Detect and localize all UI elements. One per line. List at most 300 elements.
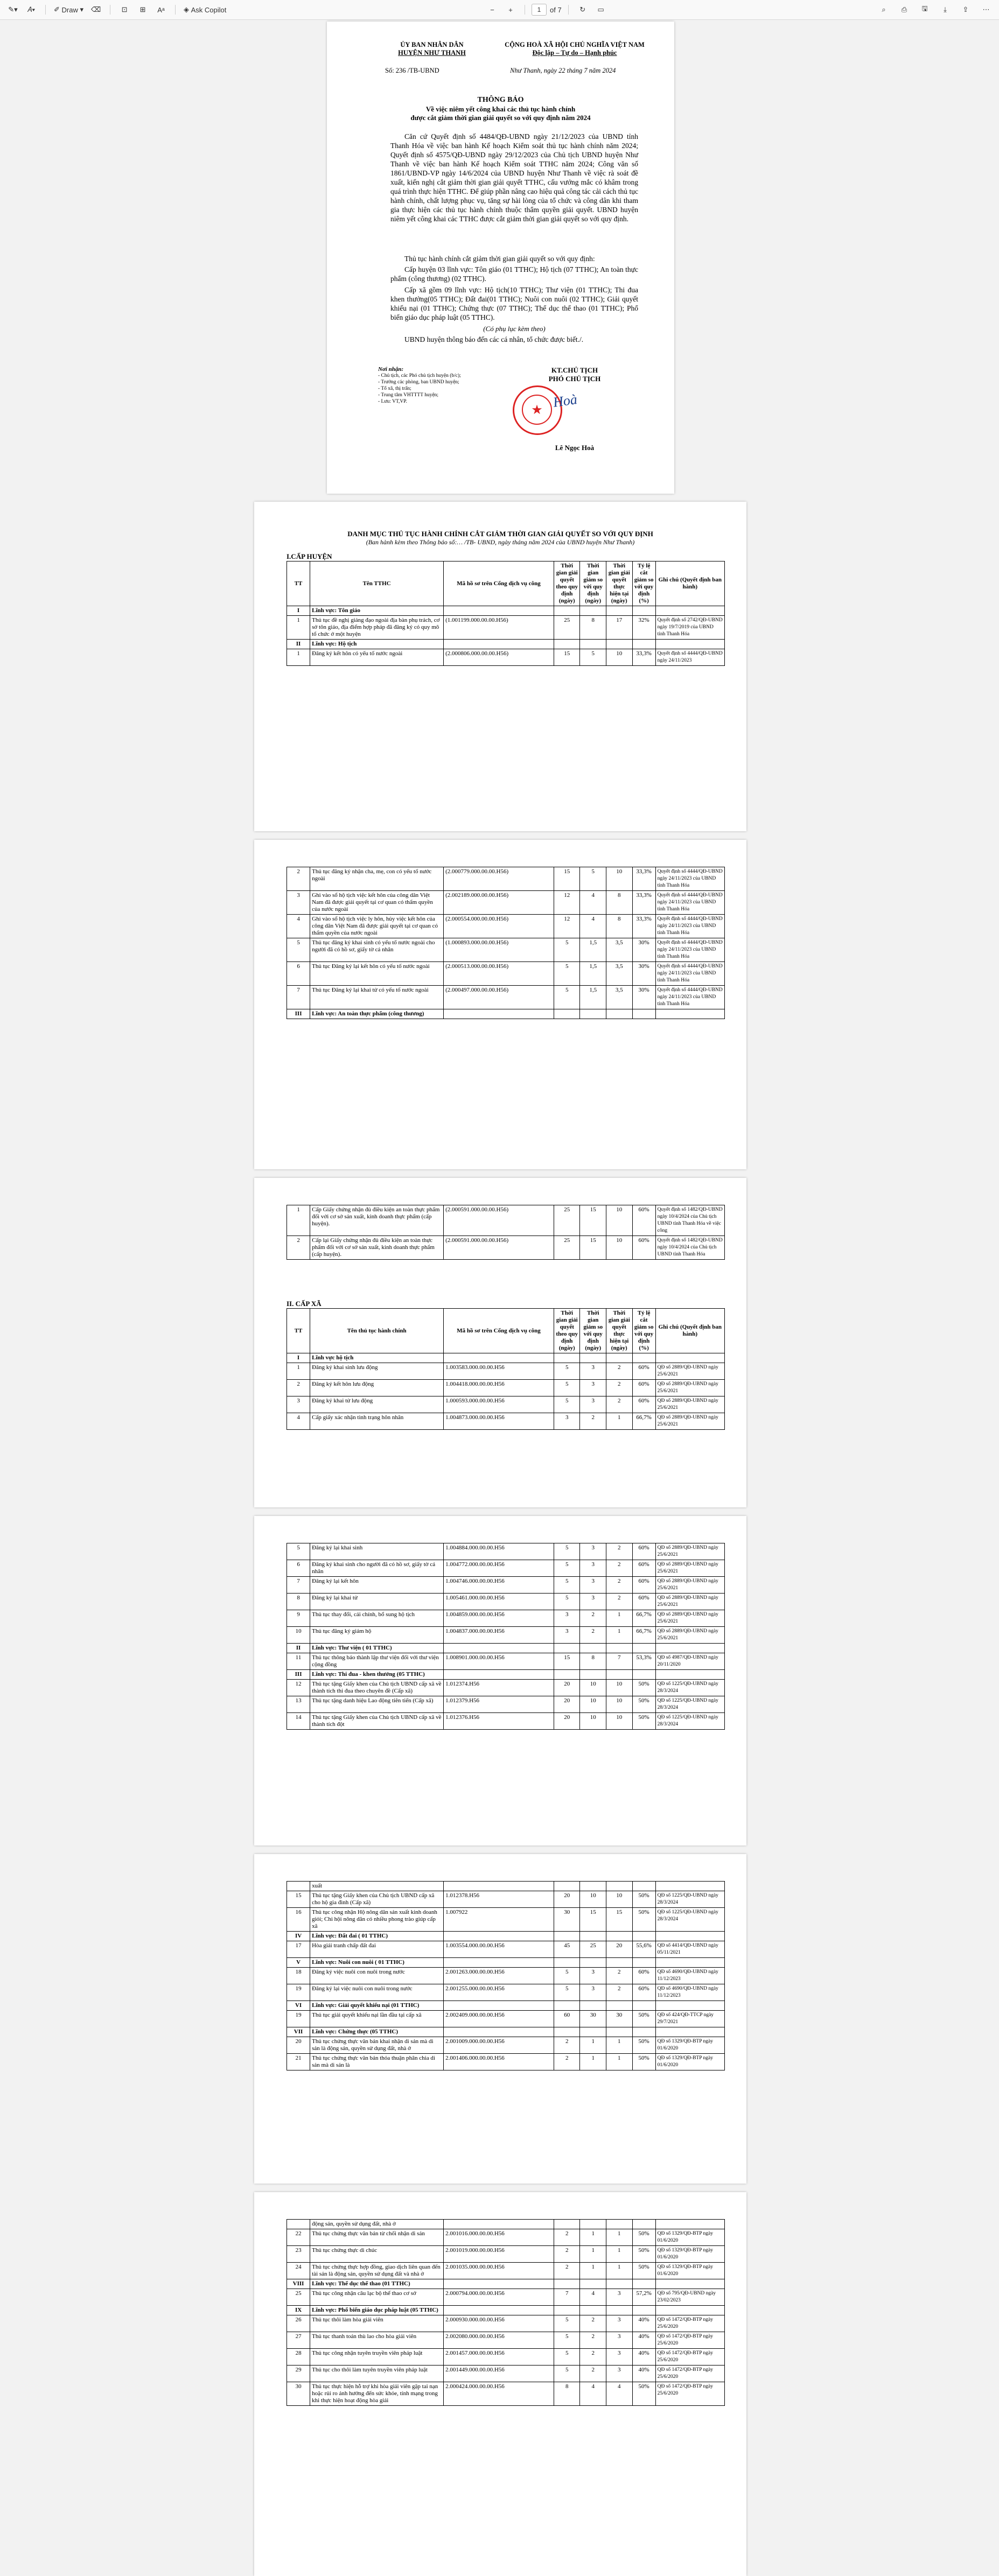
cell-tt: 29 [287,2366,310,2382]
cell-tt: 26 [287,2315,310,2332]
cell-name: Thủ tục đăng ký nhận cha, mẹ, con có yếu tố nước ngoài [310,867,444,891]
signature-scribble: Hoà [552,391,578,410]
table-row [287,986,725,1009]
table-row [287,2382,725,2406]
cell-time-actual: 1 [606,2054,633,2070]
cell-note [655,1958,724,1968]
recipient-item: - Tổ xã, thị trấn; [378,386,411,391]
ask-copilot-button[interactable] [182,3,228,16]
cell-name: Thủ tục công nhận tuyên truyền viên pháp luật [310,2349,444,2366]
cell-note: QĐ số 1225/QĐ-UBND ngày 28/3/2024 [655,1713,724,1730]
annex-title: DANH MỤC THỦ TỤC HÀNH CHÍNH CẮT GIẢM THỜI GIAN GIẢI QUYẾT SO VỚI QUY ĐỊNH [347,530,653,538]
cell-code: (2.000554.000.00.00.H56) [444,915,554,938]
notice-para-4: Cấp xã gồm 09 lĩnh vực: Hộ tịch(10 TTHC); Thư viện (01 TTHC); Thi đua khen thưởng(05 TTHC); Đất đai(01 TTHC); Nuôi con nuôi (02 TTHC); Giải quyết khiếu nại (01 TTHC); Chứng thực (07 TTHC); Thể dục thể thao (01 TTHC); Phổ biến giáo dục pháp luật (05 TTHC). [390,286,638,321]
draw-button[interactable]: ✐ Draw ▾ [54,5,84,14]
cell-name: Thủ tục chứng thực hợp đồng, giao dịch liên quan đến tài sản là động sản, quyền sử dụng đất và nhà ở [310,2263,444,2279]
cell-code: 1.004772.000.00.00.H56 [444,1560,554,1577]
cell-time-cut [580,1644,606,1653]
cell-code: 1.012378.H56 [444,1891,554,1908]
cell-time-rule [554,1009,580,1019]
cell-time-rule: 60 [554,2011,580,2027]
cell-time-actual: 1 [606,1627,633,1644]
section-row [287,2001,725,2011]
cell-cut-rate: 50% [632,1713,655,1730]
cell-tt: 18 [287,1968,310,1984]
cell-cut-rate: 33,3% [632,915,655,938]
cell-cut-rate [632,1353,655,1363]
cell-time-cut: 1 [580,2263,606,2279]
cell-name: Thủ tục tặng Giấy khen của Chủ tịch UBND cấp xã về thành tích đột [310,1713,444,1730]
cell-code: 1.004418.000.00.00.H56 [444,1380,554,1396]
table-row [287,1236,725,1260]
table-row [287,1882,725,1891]
notice-para-3: Cấp huyện 03 lĩnh vực: Tôn giáo (01 TTHC); Hộ tịch (07 TTHC); An toàn thực phẩm (công thương) (02 TTHC). [390,265,638,283]
cell-note: QĐ số 1329/QĐ-BTP ngày 01/6/2020 [655,2246,724,2263]
save-icon[interactable]: 🖫 [921,4,928,12]
table-row [287,1713,725,1730]
cell-time-cut: 3 [580,1577,606,1594]
cell-time-actual: 3,5 [606,938,633,962]
cell-time-actual: 2 [606,1380,633,1396]
cell-time-actual: 2 [606,1577,633,1594]
cell-tt: 4 [287,915,310,938]
cell-note: QĐ số 1225/QĐ-UBND ngày 28/3/2024 [655,1696,724,1713]
cell-time-rule [554,1644,580,1653]
save-as-icon[interactable]: ⤓ [944,5,947,13]
table-row [287,867,725,891]
cell-time-cut: 8 [580,616,606,640]
cell-code [444,2001,554,2011]
cell-time-rule [554,2279,580,2289]
cell-time-rule: 5 [554,1968,580,1984]
cell-code: (2.000779.000.00.00.H56) [444,867,554,891]
cell-time-actual: 3 [606,2366,633,2382]
cell-time-actual: 1 [606,2246,633,2263]
cell-cut-rate: 50% [632,1680,655,1696]
cell-tt: 21 [287,2054,310,2070]
cell-tt: 13 [287,1696,310,1713]
table-row [287,2229,725,2246]
cell-note [655,1932,724,1941]
fill-form-icon[interactable]: ⊞ [139,5,146,13]
table-row [287,2011,725,2027]
cell-code: 2.001035.000.00.00.H56 [444,2263,554,2279]
cell-tt: 24 [287,2263,310,2279]
cell-note: Quyết định số 1482/QĐ-UBND ngày 10/4/2024 của Chủ tịch UBND tỉnh Thanh Hóa về việc công [655,1205,724,1236]
table-row [287,2054,725,2070]
sign-line-1: KT.CHỦ TỊCH [551,366,598,374]
cell-time-rule: 30 [554,1908,580,1932]
cell-time-cut: 2 [580,1413,606,1430]
eraser-icon[interactable]: ⌫ [90,5,101,13]
cell-name: Thủ tục thôi làm hòa giải viên [310,2315,444,2332]
section-row [287,1932,725,1941]
cell-name: Đăng ký việc nuôi con nuôi trong nước [310,1968,444,1984]
cell-time-actual: 2 [606,1984,633,2001]
cell-time-rule: 5 [554,938,580,962]
cell-name: Đăng ký kết hôn có yếu tố nước ngoài [310,649,444,666]
cell-code: 2.001457.000.00.00.H56 [444,2349,554,2366]
cell-time-cut: 3 [580,1396,606,1413]
notice-subtitle: Về việc niêm yết công khai các thủ tục hành chính được cắt giảm thời gian giải quyết so với quy định năm 2024 [410,105,591,122]
cell-time-actual: 10 [606,1713,633,1730]
cell-cut-rate: 60% [632,1236,655,1260]
cell-time-rule: 5 [554,1594,580,1610]
cell-tt: 1 [287,1363,310,1380]
cell-time-rule: 5 [554,1363,580,1380]
cell-code: (2.000591.000.00.00.H56) [444,1236,554,1260]
section-commune-title: II. CẤP XÃ [287,1300,322,1308]
notice-para-2: Thủ tục hành chính cắt giảm thời gian giải quyết so với quy định: [404,255,595,263]
document-date: Như Thanh, ngày 22 tháng 7 năm 2024 [510,67,616,74]
cell-time-cut: 4 [580,2382,606,2406]
section-row [287,1958,725,1968]
cell-time-actual [606,640,633,649]
cell-code: 2.001016.000.00.00.H56 [444,2229,554,2246]
cell-cut-rate: 50% [632,1891,655,1908]
section-row [287,1353,725,1363]
cell-name: Lĩnh vực hộ tịch [310,1353,444,1363]
cell-cut-rate: 30% [632,938,655,962]
cell-time-cut [580,2306,606,2315]
cell-cut-rate: 50% [632,1696,655,1713]
table-row [287,1413,725,1430]
cell-cut-rate: 60% [632,1984,655,2001]
cell-cut-rate [632,2279,655,2289]
cell-time-cut: 1 [580,2054,606,2070]
cell-code: 2.001263.000.00.00.H56 [444,1968,554,1984]
cell-note: Quyết định số 4444/QĐ-UBND ngày 24/11/2023 của UBND tỉnh Thanh Hóa [655,938,724,962]
cell-code: 1.012379.H56 [444,1696,554,1713]
cell-time-actual [606,1009,633,1019]
cell-cut-rate: 30% [632,986,655,1009]
cell-time-actual: 10 [606,1205,633,1236]
pdf-page-3 [254,840,746,1169]
cell-name: Thủ tục đề nghị giảng đạo ngoài địa bàn phụ trách, cơ sở tôn giáo, địa điểm hợp pháp đã đăng ký có quy mô tổ chức ở một huyện [310,616,444,640]
section-row [287,1644,725,1653]
cell-code: (2.000591.000.00.00.H56) [444,1205,554,1236]
cell-time-actual: 2 [606,1560,633,1577]
col-header: Thời gian giảm so với quy định (ngày) [580,1309,606,1353]
cell-time-actual: 10 [606,1696,633,1713]
cell-time-cut: 1,5 [580,986,606,1009]
table-row [287,2037,725,2054]
cell-note: QĐ số 2889/QĐ-UBND ngày 25/6/2021 [655,1627,724,1644]
table-row [287,962,725,986]
cell-cut-rate: 33,3% [632,891,655,915]
cell-note: QĐ số 795/QĐ-UBND ngày 23/02/2023 [655,2289,724,2306]
read-aloud-icon[interactable]: Aᵃ [157,5,165,14]
cell-name: Cấp Giấy chứng nhận đủ điều kiện an toàn thực phẩm đối với cơ sở sản xuất, kinh doanh thực phẩm (cấp huyện). [310,1205,444,1236]
pdf-toolbar [0,0,999,20]
cell-time-cut: 2 [580,1627,606,1644]
cell-time-actual: 10 [606,867,633,891]
cell-cut-rate: 40% [632,2332,655,2349]
search-icon[interactable]: ⌕ [882,5,886,13]
page-view-icon[interactable]: ▭ [597,5,604,13]
cell-note: Quyết định số 4444/QĐ-UBND ngày 24/11/2023 của UBND tỉnh Thanh Hóa [655,915,724,938]
print-icon[interactable]: ⎙ [901,5,907,13]
cell-time-rule: 5 [554,986,580,1009]
cell-name: Thủ tục thực hiện hỗ trợ khi hòa giải viên gặp tai nạn hoặc rủi ro ảnh hưởng đến sức khỏe, tính mạng trong khi thực hiện hoạt động hòa giải [310,2382,444,2406]
cell-cut-rate: 50% [632,2011,655,2027]
cell-note: QĐ số 2889/QĐ-UBND ngày 25/6/2021 [655,1543,724,1560]
cell-time-rule [554,640,580,649]
cell-note: QĐ số 1225/QĐ-UBND ngày 28/3/2024 [655,1908,724,1932]
table-row [287,2263,725,2279]
cell-time-cut: 3 [580,1594,606,1610]
section-row [287,2306,725,2315]
table-row [287,616,725,640]
col-header: Tên TTHC [310,561,444,606]
cell-time-actual: 17 [606,616,633,640]
table-row [287,1560,725,1577]
cell-time-rule: 12 [554,915,580,938]
cell-cut-rate: 60% [632,1363,655,1380]
cell-code: 1.004884.000.00.00.H56 [444,1543,554,1560]
share-icon[interactable]: ⇪ [962,5,969,13]
cell-code: 1.004859.000.00.00.H56 [444,1610,554,1627]
cell-tt: VII [287,2027,310,2037]
cell-tt: 23 [287,2246,310,2263]
cell-cut-rate: 40% [632,2349,655,2366]
table-row [287,891,725,915]
cell-time-cut: 3 [580,1984,606,2001]
cell-cut-rate [632,640,655,649]
cell-name: Đăng ký khai tử lưu động [310,1396,444,1413]
cell-time-rule: 5 [554,2349,580,2366]
col-header: Mã hồ sơ trên Cổng dịch vụ công [444,1309,554,1353]
pdf-page-2 [254,502,746,831]
cell-time-rule: 5 [554,2315,580,2332]
col-header: Ghi chú (Quyết định ban hành) [655,1309,724,1353]
cell-time-cut [580,1670,606,1680]
cell-time-actual: 1 [606,2263,633,2279]
cell-time-cut: 1,5 [580,938,606,962]
cell-name: Thủ tục Đăng ký lại kết hôn có yếu tố nước ngoài [310,962,444,986]
cell-code: 2.001019.000.00.00.H56 [444,2246,554,2263]
cell-tt: 3 [287,891,310,915]
cell-time-cut [580,1932,606,1941]
cell-time-actual: 1 [606,1610,633,1627]
more-options-icon[interactable]: ⋯ [982,5,990,13]
recipient-item: - Chủ tịch, các Phó chủ tịch huyện (b/c); [378,373,461,378]
cell-time-cut [580,1958,606,1968]
cell-cut-rate [632,2306,655,2315]
cell-time-rule: 20 [554,1680,580,1696]
table-row [287,938,725,962]
draw-icon: ✐ [54,5,60,13]
table-row [287,1968,725,1984]
cell-time-cut: 2 [580,2315,606,2332]
commune-procedures-table-cont [287,2219,725,2406]
cell-time-rule: 20 [554,1891,580,1908]
cell-note [655,606,724,616]
cell-note: Quyết định số 4444/QĐ-UBND ngày 24/11/2023 [655,649,724,666]
district-procedures-table [287,561,725,666]
cell-name: Lĩnh vực: Thi đua - khen thưởng (05 TTHC) [310,1670,444,1680]
cell-time-cut: 10 [580,1696,606,1713]
cell-cut-rate: 60% [632,1543,655,1560]
zoom-out-icon[interactable]: − [490,5,494,14]
cell-time-actual: 1 [606,1413,633,1430]
cell-note [655,1009,724,1019]
cell-time-rule: 2 [554,2246,580,2263]
cell-time-rule: 5 [554,1396,580,1413]
cell-code: 2.000424.000.00.00.H56 [444,2382,554,2406]
table-row [287,1627,725,1644]
cell-cut-rate: 60% [632,1968,655,1984]
cell-time-actual [606,2027,633,2037]
cell-tt: I [287,606,310,616]
cell-note [655,640,724,649]
cell-note: QĐ số 4987/QĐ-UBND ngày 20/11/2020 [655,1653,724,1670]
cell-time-rule: 25 [554,616,580,640]
cell-cut-rate [632,1932,655,1941]
cell-note: QĐ số 1329/QĐ-BTP ngày 01/6/2020 [655,2229,724,2246]
cell-cut-rate: 60% [632,1594,655,1610]
table-row [287,1363,725,1380]
cell-tt: 11 [287,1653,310,1670]
col-header: Ghi chú (Quyết định ban hành) [655,561,724,606]
cell-note: Quyết định số 1482/QĐ-UBND ngày 10/4/2024 của Chủ tịch UBND tỉnh Thanh Hóa [655,1236,724,1260]
cell-tt: 4 [287,1413,310,1430]
cell-code: (1.000893.000.00.00.H56) [444,938,554,962]
text-box-icon[interactable]: ⊡ [121,5,128,13]
cell-note: QĐ số 1225/QĐ-UBND ngày 28/3/2024 [655,1680,724,1696]
cell-time-rule: 2 [554,2229,580,2246]
cell-time-actual: 2 [606,1968,633,1984]
cell-time-cut: 1 [580,2037,606,2054]
cell-name: Lĩnh vực: Thể dục thể thao (01 TTHC) [310,2279,444,2289]
zoom-in-icon[interactable]: + [508,5,513,14]
col-header: Thời gian giảm so với quy định (ngày) [580,561,606,606]
cell-time-actual [606,1958,633,1968]
cell-time-rule [554,1932,580,1941]
cell-time-actual: 3 [606,2289,633,2306]
cell-code [444,2279,554,2289]
copilot-icon: ◈ [184,5,190,13]
recipients-title: Nơi nhận: [378,366,404,373]
cell-cut-rate: 50% [632,2382,655,2406]
cell-note: QĐ số 1472/QĐ-BTP ngày 25/6/2020 [655,2332,724,2349]
cell-code [444,2306,554,2315]
section-row [287,2279,725,2289]
cell-note: Quyết định số 4444/QĐ-UBND ngày 24/11/2023 của UBND tỉnh Thanh Hóa [655,986,724,1009]
table-row [287,1543,725,1560]
cell-time-actual: 20 [606,1941,633,1958]
cell-tt: 5 [287,938,310,962]
carry-over-text: xuất [310,1882,444,1891]
cell-time-rule: 20 [554,1696,580,1713]
rotate-icon[interactable]: ↻ [579,5,586,13]
cell-cut-rate: 55,6% [632,1941,655,1958]
page-number-input[interactable]: 1 [532,4,547,16]
cell-name: Đăng ký lại kết hôn [310,1577,444,1594]
cell-time-cut: 5 [580,649,606,666]
cell-cut-rate: 30% [632,962,655,986]
cell-time-rule [554,606,580,616]
cell-tt: 15 [287,1891,310,1908]
pdf-page-1 [327,22,674,494]
cell-time-actual: 3 [606,2349,633,2366]
cell-time-rule: 2 [554,2263,580,2279]
table-row [287,915,725,938]
cell-tt: III [287,1009,310,1019]
table-row [287,2332,725,2349]
cell-tt: 8 [287,1594,310,1610]
notice-title: THÔNG BÁO [477,96,524,104]
cell-time-cut: 30 [580,2011,606,2027]
cell-time-actual [606,606,633,616]
cell-code: 2.002409.000.00.00.H56 [444,2011,554,2027]
cell-time-cut: 3 [580,1968,606,1984]
cell-name: Đăng ký khai sinh lưu động [310,1363,444,1380]
cell-code: 1.007922 [444,1908,554,1932]
table-row [287,2366,725,2382]
cell-tt: 2 [287,1236,310,1260]
cell-cut-rate [632,1644,655,1653]
table-row [287,1380,725,1396]
cell-time-actual [606,1932,633,1941]
cell-cut-rate: 66,7% [632,1610,655,1627]
cell-name: Thủ tục chứng thực văn bản thỏa thuận phân chia di sản mà di sản là [310,2054,444,2070]
cell-code: (2.002189.000.00.00.H56) [444,891,554,915]
cell-name: Lĩnh vực: Chứng thực (05 TTHC) [310,2027,444,2037]
cell-time-rule: 5 [554,962,580,986]
cell-code: 1.012376.H56 [444,1713,554,1730]
table-row [287,2289,725,2306]
cell-tt: 1 [287,1205,310,1236]
cell-time-actual: 7 [606,1653,633,1670]
cell-tt: 7 [287,986,310,1009]
cell-cut-rate: 40% [632,2315,655,2332]
text-select-icon[interactable]: 𝐴▾ [27,5,36,13]
cell-note [655,2027,724,2037]
section-row [287,640,725,649]
cell-tt: 30 [287,2382,310,2406]
cell-tt: 12 [287,1680,310,1696]
table-row [287,1696,725,1713]
table-row [287,1941,725,1958]
cell-name: Đăng ký khai sinh cho người đã có hồ sơ, giấy tờ cá nhân [310,1560,444,1577]
cell-tt: 1 [287,616,310,640]
section-row [287,1670,725,1680]
table-row [287,1680,725,1696]
official-seal-icon: ★ [513,385,562,435]
cell-time-cut: 15 [580,1908,606,1932]
cell-note: QĐ số 2889/QĐ-UBND ngày 25/6/2021 [655,1560,724,1577]
cell-note: QĐ số 2889/QĐ-UBND ngày 25/6/2021 [655,1413,724,1430]
cell-name: Thủ tục cho thôi làm tuyên truyền viên pháp luật [310,2366,444,2382]
cell-note: QĐ số 2889/QĐ-UBND ngày 25/6/2021 [655,1594,724,1610]
table-header-row [287,1309,725,1353]
notice-para-5: (Có phụ lục kèm theo) [483,325,546,333]
cell-note: QĐ số 1329/QĐ-BTP ngày 01/6/2020 [655,2037,724,2054]
col-header: Tỷ lệ cắt giảm so với quy định (%) [632,1309,655,1353]
cell-time-rule: 5 [554,2366,580,2382]
cell-time-actual [606,2279,633,2289]
cell-note: QĐ số 1472/QĐ-BTP ngày 25/6/2020 [655,2349,724,2366]
highlight-icon[interactable]: ✎▾ [8,5,18,13]
pdf-page-5 [254,1516,746,1845]
cell-time-actual [606,1353,633,1363]
cell-time-rule: 15 [554,1653,580,1670]
cell-time-cut: 1,5 [580,962,606,986]
cell-time-actual: 10 [606,649,633,666]
cell-time-cut: 25 [580,1941,606,1958]
cell-code [444,1932,554,1941]
